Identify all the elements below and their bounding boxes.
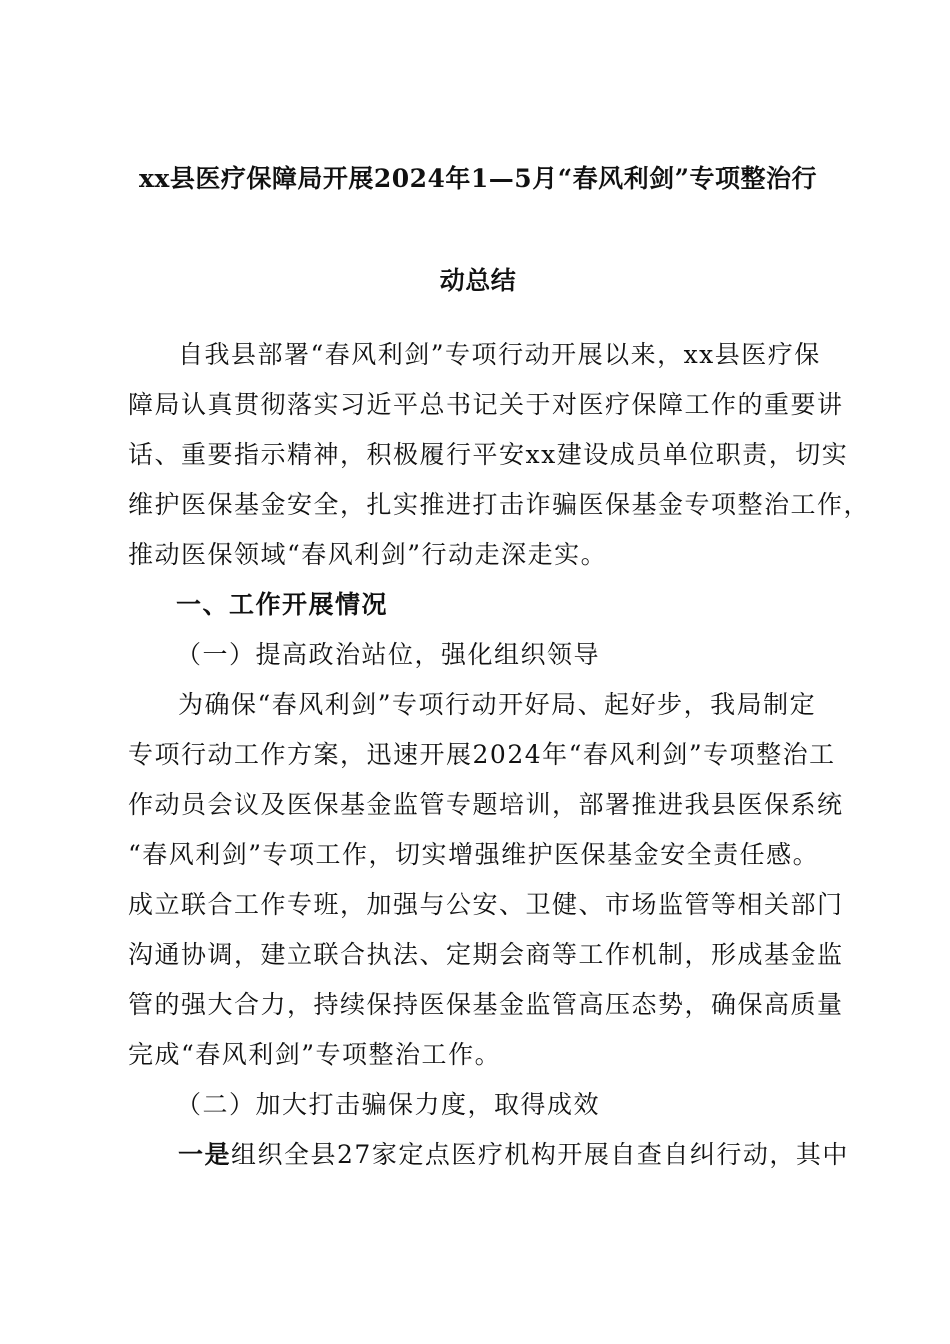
emphasis-lead: 一是 [178, 1140, 232, 1169]
paragraph-line: 成立联合工作专班，加强与公安、卫健、市场监管等相关部门 [128, 890, 844, 919]
paragraph-line: 障局认真贯彻落实习近平总书记关于对医疗保障工作的重要讲 [128, 390, 844, 419]
paragraph-line: 沟通协调，建立联合执法、定期会商等工作机制，形成基金监 [128, 940, 844, 969]
subsection-heading: （二）加大打击骗保力度，取得成效 [176, 1090, 601, 1119]
paragraph-line: 为确保“春风利剑”专项行动开好局、起好步，我局制定 [178, 690, 817, 719]
paragraph-text: 组织全县27家定点医疗机构开展自查自纠行动，其中 [231, 1140, 849, 1169]
document-title-line-2: 动总结 [439, 266, 517, 295]
paragraph-line: 完成“春风利剑”专项整治工作。 [128, 1040, 502, 1069]
paragraph-line: “春风利剑”专项工作，切实增强维护医保基金安全责任感。 [128, 840, 820, 869]
paragraph-line: 作动员会议及医保基金监管专题培训，部署推进我县医保系统 [128, 790, 844, 819]
paragraph-line: 管的强大合力，持续保持医保基金监管高压态势，确保高质量 [128, 990, 844, 1019]
section-heading: 一、工作开展情况 [176, 590, 389, 619]
paragraph-line [178, 1140, 849, 1170]
document-title-line-1: xx县医疗保障局开展2024年1—5月“春风利剑”专项整治行 [139, 164, 817, 193]
paragraph-line: 自我县部署“春风利剑”专项行动开展以来，xx县医疗保 [178, 340, 821, 369]
paragraph-line: 维护医保基金安全，扎实推进打击诈骗医保基金专项整治工作， [128, 490, 871, 519]
paragraph-line: 推动医保领域“春风利剑”行动走深走实。 [128, 540, 608, 569]
paragraph-line: 话、重要指示精神，积极履行平安xx建设成员单位职责，切实 [128, 440, 849, 469]
subsection-heading: （一）提高政治站位，强化组织领导 [176, 640, 601, 669]
paragraph-line: 专项行动工作方案，迅速开展2024年“春风利剑”专项整治工 [128, 740, 836, 769]
